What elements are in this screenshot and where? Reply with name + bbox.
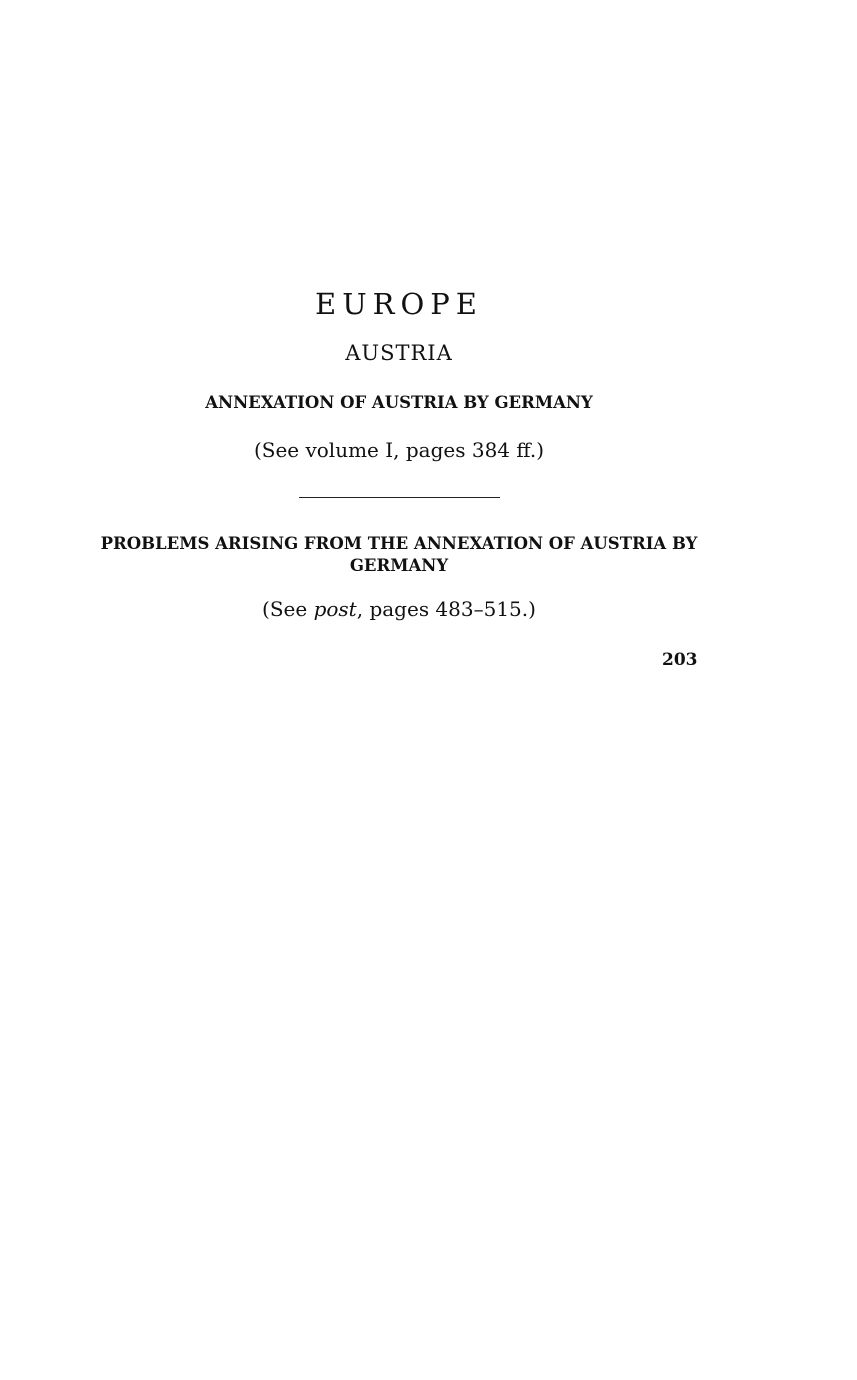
post-reference-suffix: , pages 483–515.) <box>356 597 536 621</box>
post-reference-italic: post <box>313 597 357 621</box>
section-title: EUROPE <box>315 287 483 321</box>
post-reference <box>0 597 798 621</box>
volume-reference: (See volume I, pages 384 ff.) <box>253 438 545 462</box>
section-divider <box>299 497 500 498</box>
country-title: AUSTRIA <box>345 341 453 365</box>
post-reference-prefix: (See <box>262 597 314 621</box>
page-number: 203 <box>662 650 698 670</box>
annexation-heading: ANNEXATION OF AUSTRIA BY GERMANY <box>205 393 593 412</box>
problems-heading: PROBLEMS ARISING FROM THE ANNEXATION OF AUSTRIA BY GERMANY <box>100 534 698 575</box>
